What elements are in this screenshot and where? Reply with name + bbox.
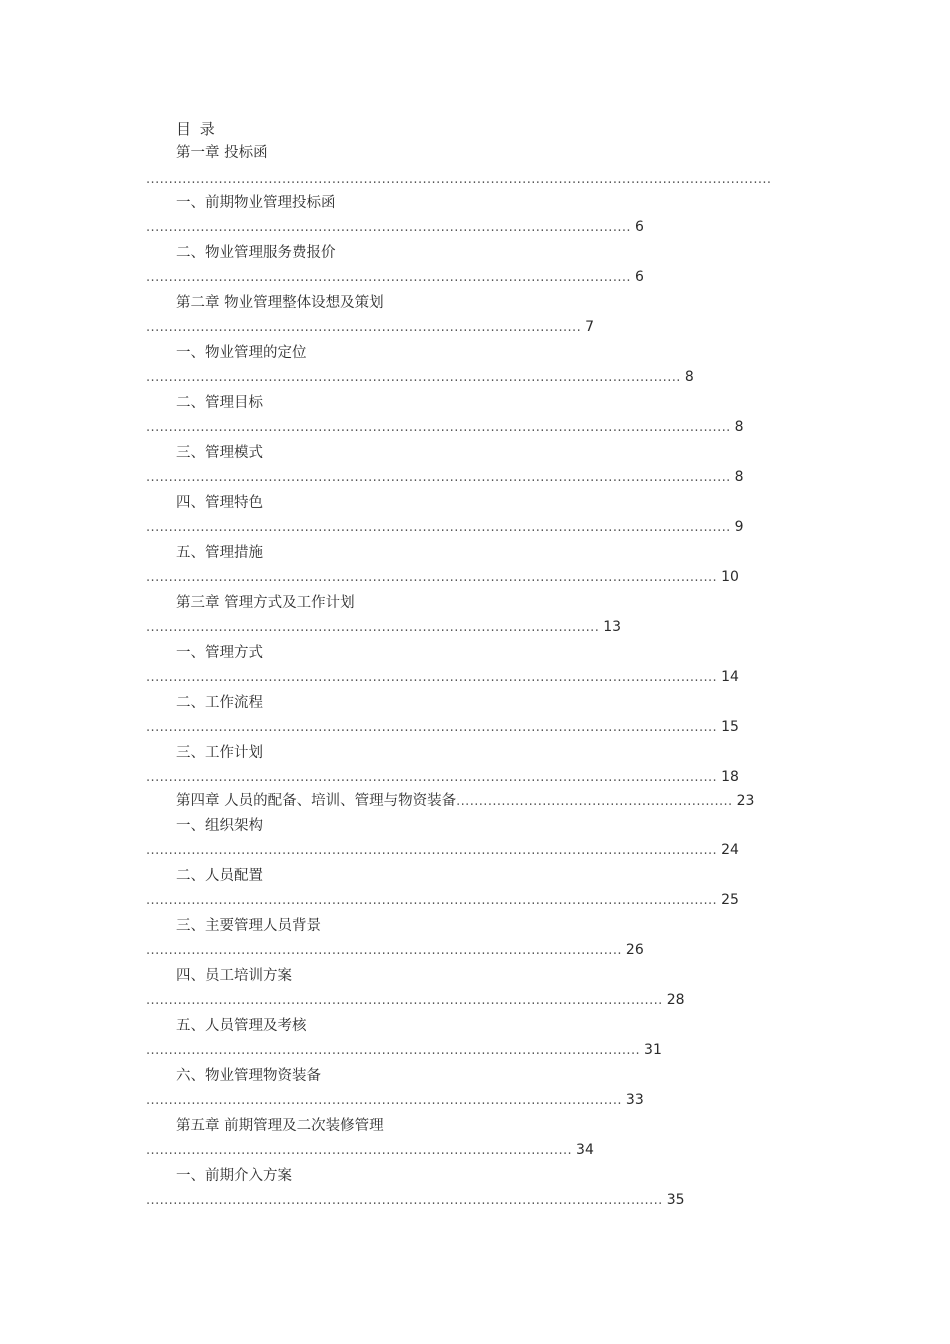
toc-leader [146, 1191, 685, 1210]
toc-leader [146, 568, 739, 587]
toc-entry-label: 二、人员配置 [176, 868, 263, 884]
toc-leader [146, 368, 694, 387]
leader-dots: .............................................................................................................................. [146, 570, 718, 585]
leader-dots: ......................................................................................................... [146, 1093, 622, 1108]
toc-page-number: 33 [625, 1092, 644, 1108]
toc-entry-label: 一、组织架构 [176, 818, 263, 834]
toc-page-number: 14 [721, 669, 739, 685]
toc-entry-label: 二、工作流程 [176, 695, 263, 711]
toc-page-number: 8 [734, 419, 744, 435]
toc-page-number: 13 [603, 619, 622, 635]
toc-page-number: 34 [576, 1142, 594, 1158]
leader-dots: .............................................................................................................................. [146, 670, 718, 685]
toc-entry-label: 三、工作计划 [176, 745, 263, 761]
toc-entry-label: 第五章 前期管理及二次装修管理 [176, 1118, 384, 1134]
toc-leader [146, 318, 594, 337]
leader-dots: ...................................................................................................................... [146, 370, 681, 385]
leader-dots: ................................................................................................................................. [146, 520, 731, 535]
toc-entry-label: 第一章 投标函 [176, 145, 268, 161]
toc-entry-label: 五、人员管理及考核 [176, 1018, 307, 1034]
leader-dots: ............................................................................................................. [146, 1043, 641, 1058]
leader-dots: ............................................................. [456, 794, 733, 809]
leader-dots: .................................................................................................... [146, 620, 600, 635]
toc-page-number: 6 [634, 219, 644, 235]
toc-leader [146, 268, 644, 287]
toc-entry-label: 三、管理模式 [176, 445, 263, 461]
toc-leader [146, 718, 739, 737]
toc-entry-label: 五、管理措施 [176, 545, 263, 561]
toc-entry-label: 三、主要管理人员背景 [176, 918, 321, 934]
toc-entry-text: 第四章 人员的配备、培训、管理与物资装备 [176, 793, 457, 809]
toc-leader [146, 768, 739, 787]
toc-page-number: 9 [734, 519, 744, 535]
toc-page-number: 23 [736, 793, 755, 809]
leader-dots: .............................................................................................................................. [146, 770, 718, 785]
toc-page-number: 26 [625, 942, 644, 958]
toc-entry-label: 一、物业管理的定位 [176, 345, 307, 361]
leader-dots: .................................................................................................................. [146, 1193, 663, 1208]
leader-dots: .............................................................................................................................. [146, 893, 718, 908]
toc-entry-label: 四、员工培训方案 [176, 968, 292, 984]
toc-entry-label [176, 791, 754, 812]
toc-entry-label: 一、前期物业管理投标函 [176, 195, 336, 211]
leader-dots: ........................................................................................................... [146, 220, 631, 235]
toc-page-number: 18 [721, 769, 739, 785]
toc-leader [146, 841, 739, 860]
toc-page-number: 6 [634, 269, 644, 285]
toc-page-number: 8 [734, 469, 744, 485]
toc-leader [146, 618, 621, 637]
toc-page-number: 24 [721, 842, 739, 858]
toc-page-number: 25 [721, 892, 739, 908]
toc-entry-label: 一、前期介入方案 [176, 1168, 292, 1184]
leader-dots: ................................................................................................ [146, 320, 582, 335]
leader-dots: .................................................................................................................. [146, 993, 663, 1008]
toc-leader [146, 170, 775, 189]
toc-leader [146, 1041, 662, 1060]
toc-page-number: 28 [666, 992, 685, 1008]
toc-leader [146, 891, 739, 910]
toc-entry-label: 第二章 物业管理整体设想及策划 [176, 295, 384, 311]
toc-entry-label: 四、管理特色 [176, 495, 263, 511]
toc-leader [146, 218, 644, 237]
toc-page-number: 10 [721, 569, 739, 585]
leader-dots: ................................................................................................................................. [146, 470, 731, 485]
toc-leader [146, 468, 744, 487]
toc-page-number: 8 [684, 369, 694, 385]
toc-entry-label: 二、管理目标 [176, 395, 263, 411]
toc-entry-label: 第三章 管理方式及工作计划 [176, 595, 355, 611]
toc-title: 目 录 [176, 120, 217, 138]
toc-entry-label: 一、管理方式 [176, 645, 263, 661]
leader-dots: ......................................................................................................... [146, 943, 622, 958]
leader-dots: ................................................................................................................................. [146, 420, 731, 435]
leader-dots: .............................................................................................................................. [146, 843, 718, 858]
toc-page-number: 31 [644, 1042, 662, 1058]
toc-page-number: 35 [666, 1192, 685, 1208]
toc-page-number: 15 [721, 719, 739, 735]
toc-page-number: 7 [585, 319, 595, 335]
toc-leader [146, 1091, 644, 1110]
toc-leader [146, 668, 739, 687]
leader-dots: .............................................................................................. [146, 1143, 573, 1158]
leader-dots: .......................................................................................................................................... [146, 172, 772, 187]
leader-dots: .............................................................................................................................. [146, 720, 718, 735]
toc-leader [146, 418, 744, 437]
toc-leader [146, 518, 744, 537]
toc-leader [146, 941, 644, 960]
toc-leader [146, 1141, 594, 1160]
leader-dots: ........................................................................................................... [146, 270, 631, 285]
toc-leader [146, 991, 685, 1010]
toc-entry-label: 六、物业管理物资装备 [176, 1068, 321, 1084]
toc-entry-label: 二、物业管理服务费报价 [176, 245, 336, 261]
